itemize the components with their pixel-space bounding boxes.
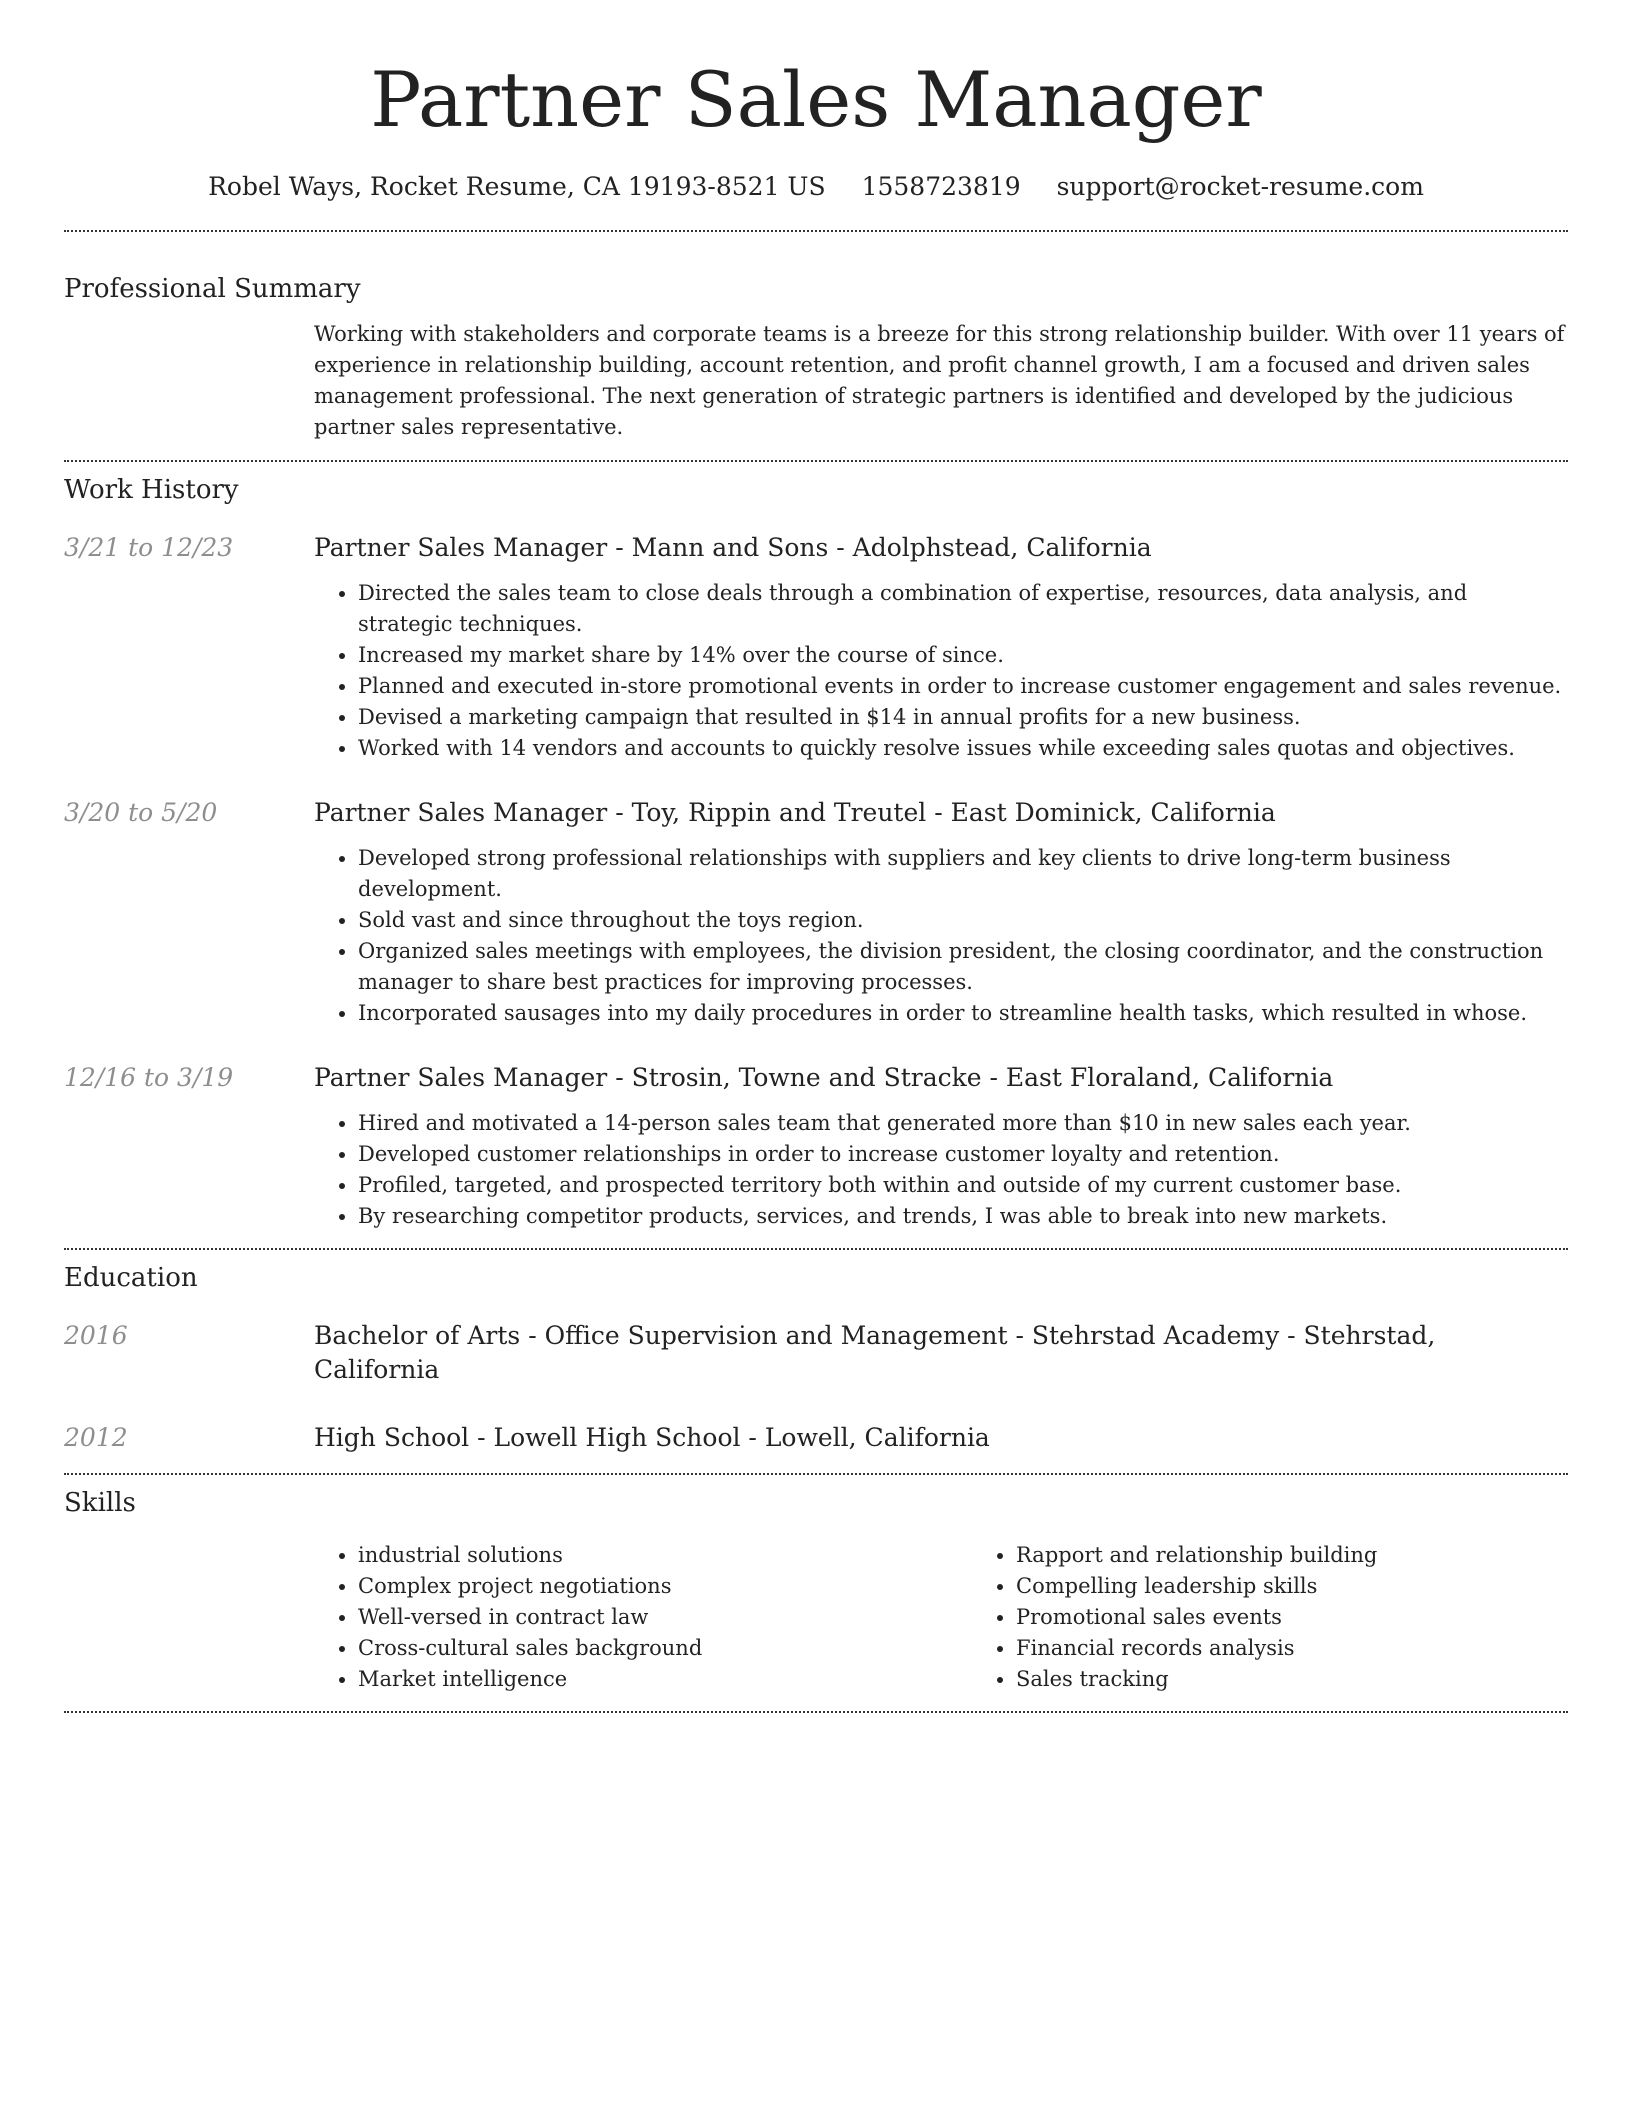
list-item: • Devised a marketing campaign that resulted in $14 in annual profits for a new business. xyxy=(358,702,1568,733)
contact-address: Robel Ways, Rocket Resume, CA 19193-8521 US xyxy=(208,172,826,201)
list-item: • Developed strong professional relationships with suppliers and key clients to drive long-term business development. xyxy=(358,843,1568,905)
list-item: • Hired and motivated a 14-person sales team that generated more than $10 in new sales each year. xyxy=(358,1108,1568,1139)
skill-item: • Complex project negotiations xyxy=(358,1571,972,1602)
list-item: • Incorporated sausages into my daily procedures in order to streamline health tasks, which resulted in whose. xyxy=(358,998,1568,1029)
job-entry xyxy=(64,796,1568,1029)
skills-section xyxy=(64,1475,1568,1695)
summary-text: Working with stakeholders and corporate teams is a breeze for this strong relationship builder. With over 11 years of experience in relationship building, account retention, and profit channel growth, I am a focused and driven sales management professional. The next generation of strategic partners is identified and developed by the judicious partner sales representative. xyxy=(314,322,1565,439)
section-divider xyxy=(64,1711,1568,1713)
list-item: • By researching competitor products, services, and trends, I was able to break into new markets. xyxy=(358,1201,1568,1232)
list-item: • Developed customer relationships in order to increase customer loyalty and retention. xyxy=(358,1139,1568,1170)
skills-heading: Skills xyxy=(64,1488,136,1518)
education-entry xyxy=(64,1421,1568,1455)
education-school: - Stehrstad Academy - Stehrstad, California xyxy=(314,1321,1436,1384)
education-entry xyxy=(64,1319,1568,1387)
summary-section xyxy=(64,232,1568,443)
education-school: - Lowell High School - Lowell, California xyxy=(469,1423,990,1452)
skill-item: • Sales tracking xyxy=(1016,1664,1630,1695)
job-dates: 3/21 to 12/23 xyxy=(64,533,234,562)
skill-item: • Compelling leadership skills xyxy=(1016,1571,1630,1602)
contact-line xyxy=(64,170,1568,204)
list-item: • Profiled, targeted, and prospected territory both within and outside of my current customer base. xyxy=(358,1170,1568,1201)
list-item: • Sold vast and since throughout the toys region. xyxy=(358,905,1568,936)
contact-email: support@rocket-resume.com xyxy=(1056,172,1424,201)
skill-item: • Rapport and relationship building xyxy=(1016,1540,1630,1571)
skills-grid xyxy=(314,1540,1630,1695)
list-item: • Increased my market share by 14% over the course of since. xyxy=(358,640,1568,671)
education-section xyxy=(64,1250,1568,1455)
job-heading: Partner Sales Manager - Toy, Rippin and Treutel - East Dominick, California xyxy=(314,798,1276,827)
resume-name: Partner Sales Manager xyxy=(370,55,1262,144)
contact-phone: 1558723819 xyxy=(861,172,1021,201)
summary-heading: Professional Summary xyxy=(64,274,361,304)
skill-item: • Promotional sales events xyxy=(1016,1602,1630,1633)
education-year: 2012 xyxy=(64,1423,128,1452)
job-heading: Partner Sales Manager - Mann and Sons - Adolphstead, California xyxy=(314,533,1152,562)
job-dates: 3/20 to 5/20 xyxy=(64,798,218,827)
skill-item: • Well-versed in contract law xyxy=(358,1602,972,1633)
list-item: • Organized sales meetings with employees, the division president, the closing coordinator, and the construction manager to share best practices for improving processes. xyxy=(358,936,1568,998)
resume-header xyxy=(64,0,1568,204)
list-item: • Directed the sales team to close deals through a combination of expertise, resources, data analysis, and strategic techniques. xyxy=(358,578,1568,640)
skill-item: • industrial solutions xyxy=(358,1540,972,1571)
job-bullets xyxy=(314,1108,1568,1232)
skills-list-left xyxy=(314,1540,972,1695)
skill-item: • Financial records analysis xyxy=(1016,1633,1630,1664)
education-degree: High School xyxy=(314,1423,470,1452)
work-history-heading: Work History xyxy=(64,475,239,505)
job-heading: Partner Sales Manager - Strosin, Towne and Stracke - East Floraland, California xyxy=(314,1063,1334,1092)
work-history-section xyxy=(64,462,1568,1232)
job-bullets xyxy=(314,843,1568,1029)
list-item: • Worked with 14 vendors and accounts to quickly resolve issues while exceeding sales quotas and objectives. xyxy=(358,733,1568,764)
job-entry xyxy=(64,531,1568,764)
job-entry xyxy=(64,1061,1568,1232)
job-dates: 12/16 to 3/19 xyxy=(64,1063,234,1092)
education-degree: Bachelor of Arts - Office Supervision and Management xyxy=(314,1321,1008,1350)
job-bullets xyxy=(314,578,1568,764)
skill-item: • Cross-cultural sales background xyxy=(358,1633,972,1664)
list-item: • Planned and executed in-store promotional events in order to increase customer engagement and sales revenue. xyxy=(358,671,1568,702)
skills-list-right xyxy=(972,1540,1630,1695)
skill-item: • Market intelligence xyxy=(358,1664,972,1695)
education-heading: Education xyxy=(64,1263,198,1293)
education-year: 2016 xyxy=(64,1321,128,1350)
